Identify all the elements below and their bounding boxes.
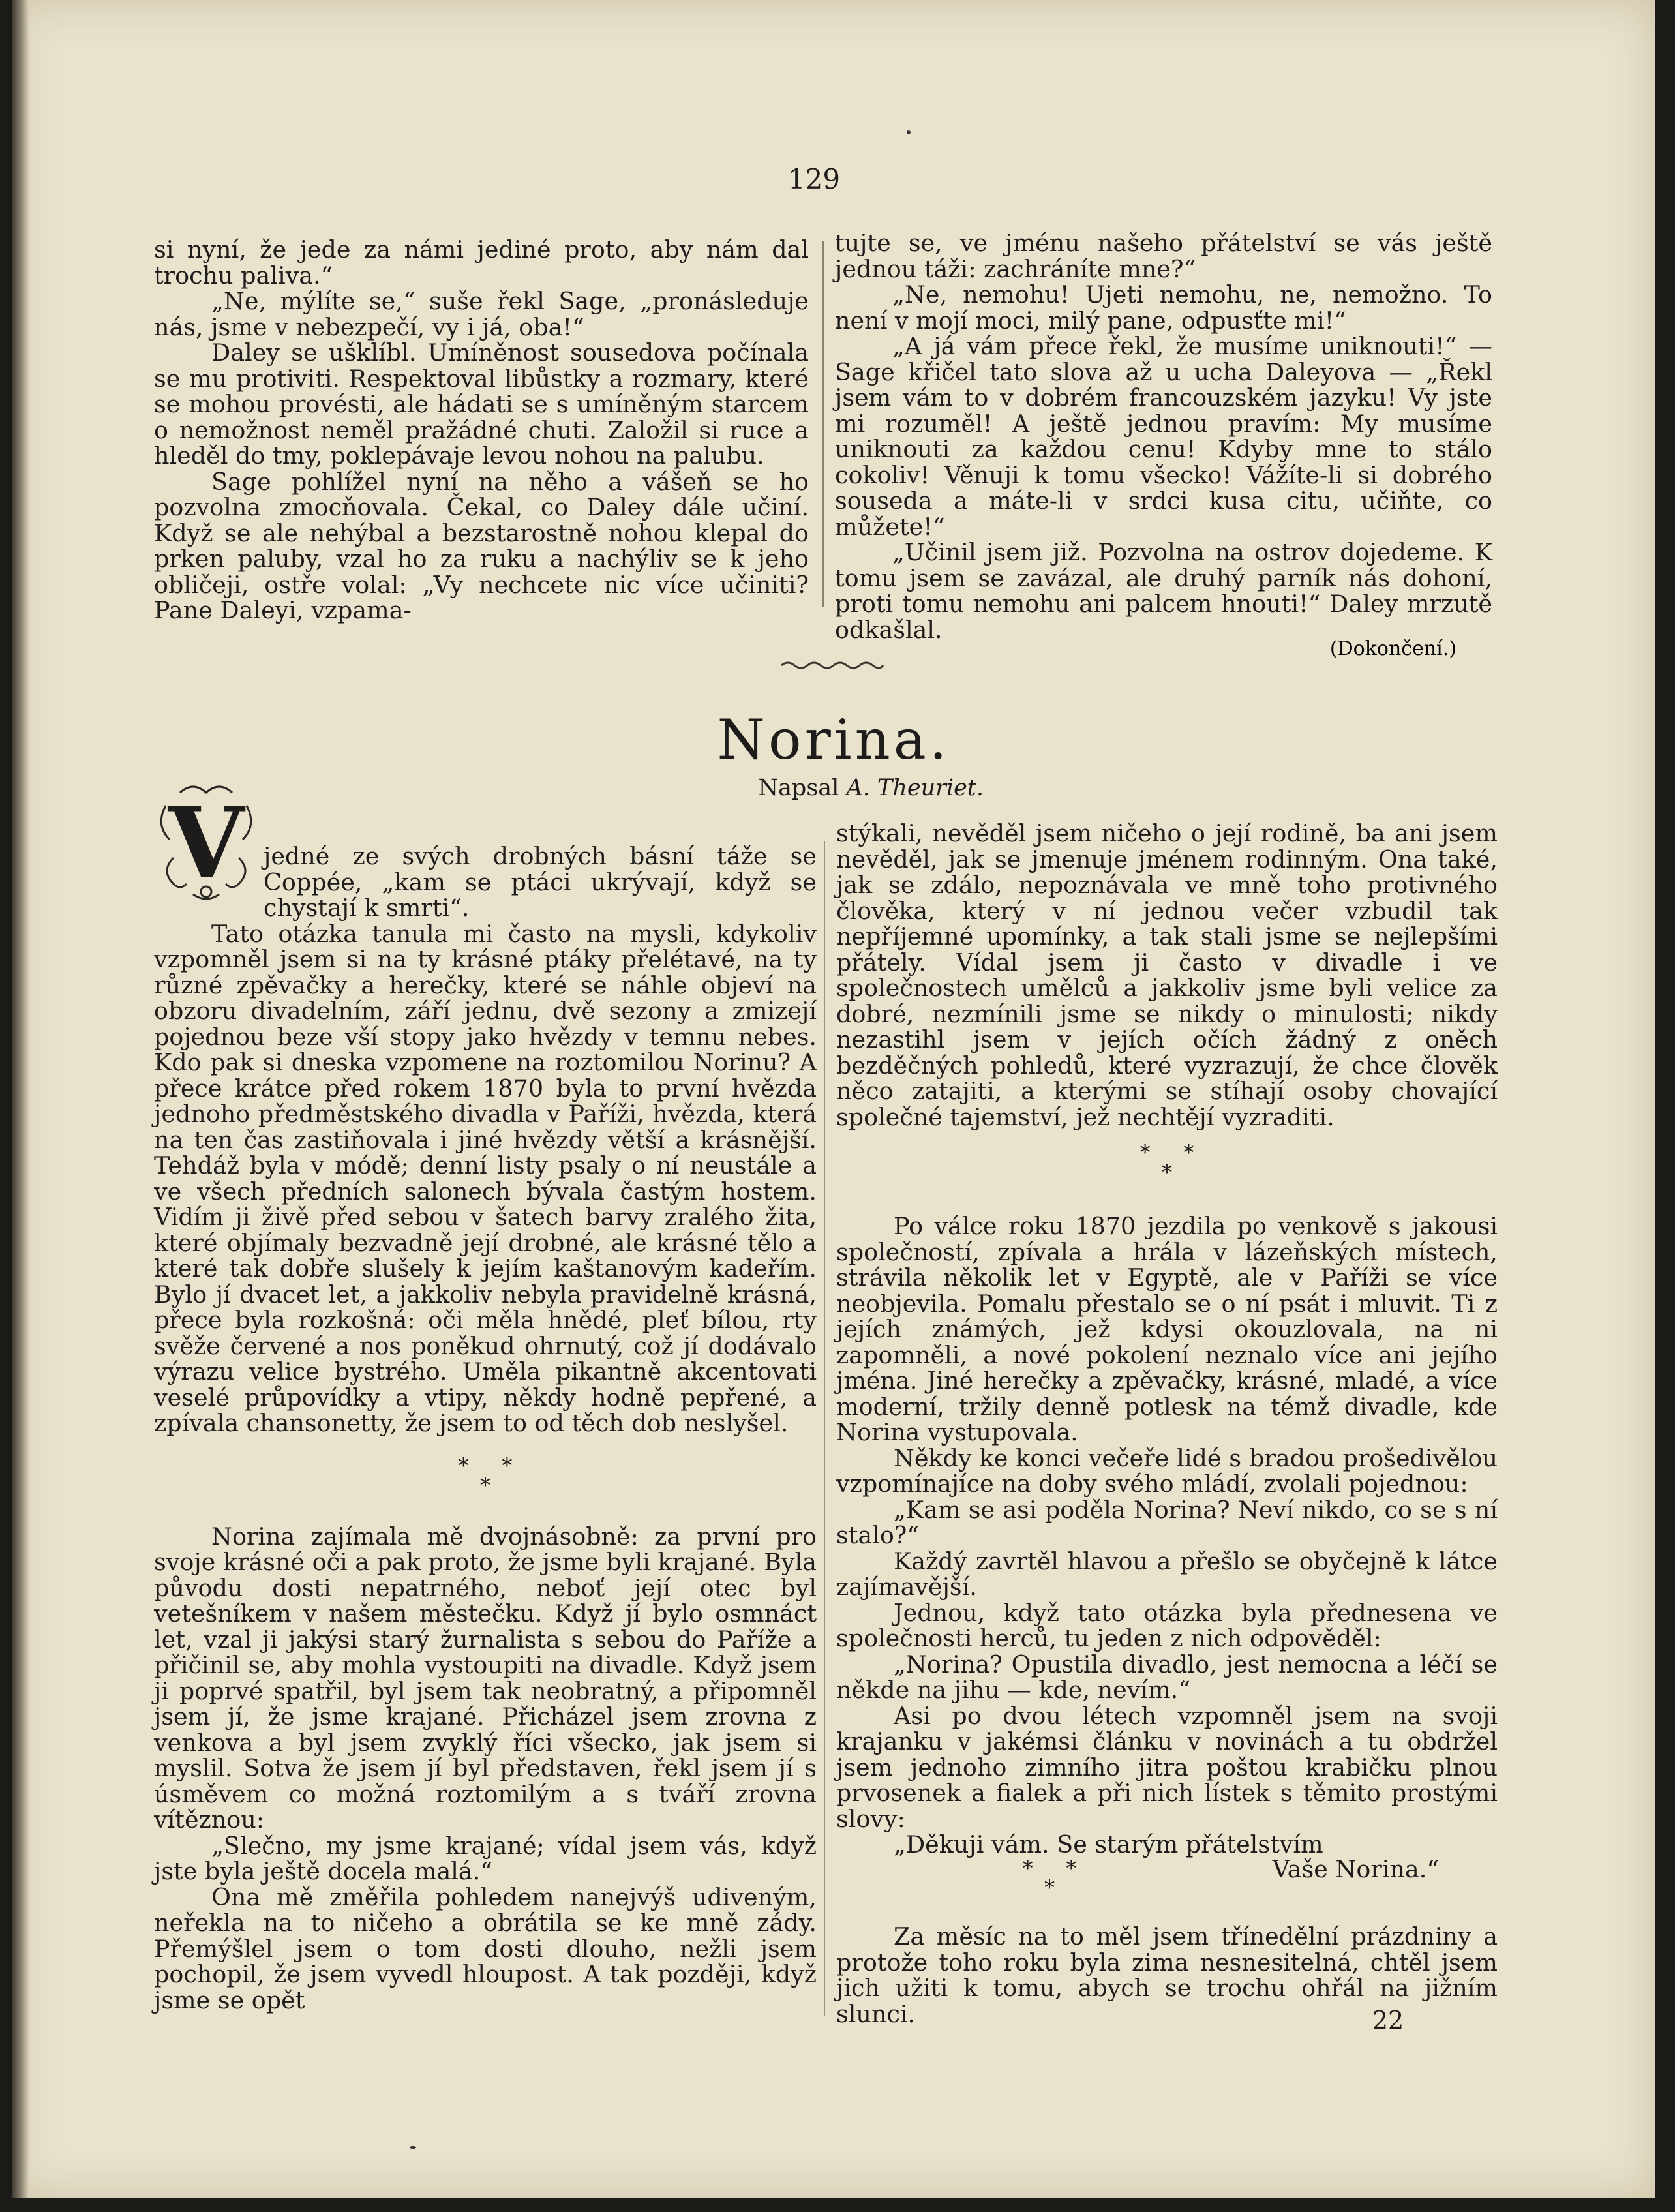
paragraph: Jednou, když tato otázka byla přednesena ve společnosti herců, tu jeden z nich odpověděl: (836, 1598, 1498, 1652)
paragraph: „Slečno, my jsme krajané; vídal jsem vás, když jste byla ještě docela malá.“ (154, 1831, 817, 1885)
column-rule (822, 241, 824, 607)
signature-text: Vaše Norina.“ (1272, 1855, 1439, 1883)
article-left-column (154, 780, 817, 2013)
paragraph-opening: jedné ze svých drobných básní táže se Coppée, „kam se ptáci ukrývají, když se chystají k smrti“. (264, 842, 817, 922)
sheet-signature-number: 22 (1372, 2006, 1404, 2035)
page-binding-shadow (12, 0, 29, 2198)
section-divider (780, 659, 884, 672)
paragraph: Tato otázka tanula mi často na mysli, kdykoliv vzpomněl jsem si na ty krásné ptáky přelétavé, na ty různé zpěvačky a herečky, které se náhle objeví na obzoru divadelním, září jednu, dvě sezony a zmizejí pojednou beze vší stopy jako hvězdy v temnu nebes. Kdo pak si dneska vzpomene na roztomilou Norinu? A přece krátce před rokem 1870 byla to první hvězda jednoho předměstského divadla v Paříži, hvězda, která na ten čas zastiňovala i jiné hvězdy větší a krásnější. Tehdáž byla v módě; denní listy psaly o ní neustále a ve všech předních salonech bývala častým hostem. Vidím ji živě před sebou v šatech barvy zralého žita, které objímaly bezvadně její drobné, ale krásné tělo a které tak dobře slušely k jejím kaštanovým kadeřím. Bylo jí dvacet let, a jakkoliv nebyla pravidelně krásná, přece byla rozkošná: oči měla hnědé, pleť bílou, rty svěže červené a nos poněkud ohrnutý, což jí dodávalo výrazu velice bystrého. Uměla pikantně akcentovati veselé průpovídky a vtipy, někdy hodně pepřené, a zpívala chansonetty, že jsem to od těch dob neslyšel. (154, 919, 817, 1437)
paragraph: Za měsíc na to měl jsem třínedělní prázdniny a protože toho roku byla zima nesnesitelná, chtěl jsem jich užiti k tomu, abych se trochu ohřál na jižním slunci. (836, 1922, 1498, 2028)
paragraph: „Ne, mýlíte se,“ suše řekl Sage, „pronásleduje nás, jsme v nebezpečí, vy i já, oba!“ (154, 287, 809, 341)
byline-author: A. Theuriet. (846, 775, 984, 801)
paragraph: „Ne, nemohu! Ujeti nemohu, ne, nemožno. To není v mojí moci, milý pane, odpusťte mi!“ (835, 280, 1492, 335)
letter-greeting: „Děkuji vám. Se starým přátelstvím (894, 1830, 1323, 1858)
paragraph: Po válce roku 1870 jezdila po venkově s jakousi společností, zpívala a hrála v lázeňských místech, strávila několik let v Egyptě, ale v Paříži se více neobjevila. Pomalu přestalo se o ní psát i mluvit. Ti z jejích známých, jež kdysi okouzlovala, na ni zapomněli, a nové pokolení neznalo více ani jejího jména. Jiné herečky a zpěvačky, krásné, mladé, a více moderní, tržily denně potlesk na témž divadle, kde Norina vystupovala. (836, 1212, 1498, 1446)
ink-speck (907, 130, 911, 134)
paragraph: Norina zajímala mě dvojnásobně: za první pro svoje krásné oči a pak proto, že jsme byli krajané. Byla původu dosti nepatrného, neboť její otec byl vetešníkem v našem městečku. Když jí bylo osmnáct let, vzal ji jakýsi starý žurnalista s sebou do Paříže a přičinil se, aby mohla vystoupiti na divadle. Když jsem ji poprvé spatřil, byl jsem tak neobratný, a připomněl jsem jí, že jsme krajané. Přicházel jsem zrovna z venkova a byl jsem zvyklý říci všecko, jak jsem si myslil. Sotva že jsem jí byl představen, řekl jsem jí s úsměvem co možná roztomilým a s tváří zrovna vítěznou: (154, 1522, 817, 1834)
section-stars: * * * (1022, 1856, 1077, 1900)
prev-story-left-column (154, 237, 809, 624)
article-right-column (836, 821, 1498, 2027)
paragraph: „Norina? Opustila divadlo, jest nemocna a léčí se někde na jihu — kde, nevím.“ (836, 1650, 1498, 1704)
book-page (12, 0, 1655, 2198)
paragraph: Každý zavrtěl hlavou a přešlo se obyčejně k látce zajímavější. (836, 1547, 1498, 1601)
article-title: Norina. (717, 708, 950, 772)
ink-speck (410, 2146, 416, 2149)
paragraph: Daley se ušklíbl. Umíněnost sousedova počínala se mu protiviti. Respektoval libůstky a rozmary, které se mohou provésti, ale hádati se s umíněným starcem o nemožnost neměl pražádné chuti. Založil si ruce a hleděl do tmy, poklepávaje levou nohou na palubu. (154, 339, 809, 470)
paragraph: „Učinil jsem již. Pozvolna na ostrov dojedeme. K tomu jsem se zavázal, ale druhý parník nás dohoní, proti tomu nemohu ani palcem hnouti!“ Daley mrzutě odkašlal. (835, 538, 1492, 644)
paragraph: „Kam se asi poděla Norina? Neví nikdo, co se s ní stalo?“ (836, 1495, 1498, 1549)
page-number: 129 (787, 163, 841, 195)
paragraph: Ona mě změřila pohledem nanejvýš udiveným, neřekla na to ničeho a obrátila se ke mně zády. Přemýšlel jsem o tom dosti dlouho, nežli jsem pochopil, že jsem vyvedl hloupost. A tak později, když jsme se opět (154, 1883, 817, 2014)
section-stars: * * * (458, 1453, 513, 1498)
section-stars: * * * (1139, 1140, 1194, 1185)
drop-cap-letter: V (168, 786, 245, 901)
paragraph: Asi po dvou létech vzpomněl jsem na svoji krajanku v jakémsi článku v novinách a tu obdržel jsem jednoho zimního jitra poštou krabičku plnou prvosenek a fialek a při nich lístek s těmito prostými slovy: (836, 1701, 1498, 1833)
paragraph: stýkali, nevěděl jsem ničeho o její rodině, ba ani jsem nevěděl, jak se jmenuje jménem rodinným. Ona také, jak se zdálo, nepoznávala ve mně toho protivného člověka, který v ní jednou večer vzbudil tak nepříjemné upomínky, a tak stali jsme se nejlepšími přátely. Vídal jsem ji často v divadle i ve společnostech umělců a jakkoliv jsme byli velice za dobré, nezmínili jsme se nikdy o minulosti; nikdy nezastihl jsem v jejích očích žádný z oněch bezděčných pohledů, které vyzrazují, že chce člověk něco zatajiti, a kterými se stíhají osoby chovající společné tajemství, jež nechtějí vyzraditi. (836, 819, 1498, 1131)
paragraph: si nyní, že jede za námi jediné proto, aby nám dal trochu paliva.“ (154, 235, 809, 290)
conclusion-note: (Dokončení.) (1329, 637, 1456, 660)
byline-prefix: Napsal (758, 775, 839, 801)
ornamental-initial-v-icon (154, 780, 258, 903)
prev-story-right-column (835, 230, 1492, 643)
paragraph: „A já vám přece řekl, že musíme uniknouti!“ — Sage křičel tato slova až u ucha Daleyova — „Řekl jsem vám to v dobrém francouzském jazyku! Vy jste mi rozuměl! A ještě jednou pravím: My musíme uniknouti za každou cenu! Kdyby mne to stálo cokoliv! Věnuji k tomu všecko! Vážíte-li si dobrého souseda a máte-li v srdci kusa citu, učiňte, co můžete!“ (835, 332, 1492, 541)
paragraph: Někdy ke konci večeře lidé s bradou prošedivělou vzpomínajíce na doby svého mládí, zvolali pojednou: (836, 1444, 1498, 1498)
paragraph: Sage pohlížel nyní na něho a vášeň se ho pozvolna zmocňovala. Čekal, co Daley dále učiní. Když se ale nehýbal a bezstarostně nohou klepal do prken paluby, vzal ho za ruku a nachýliv se k jeho obličeji, ostře volal: „Vy nechcete nic více učiniti? Pane Daleyi, vzpama- (154, 467, 809, 624)
column-rule (824, 841, 825, 2016)
paragraph: tujte se, ve jménu našeho přátelství se vás ještě jednou táži: zachráníte mne?“ (835, 229, 1492, 283)
